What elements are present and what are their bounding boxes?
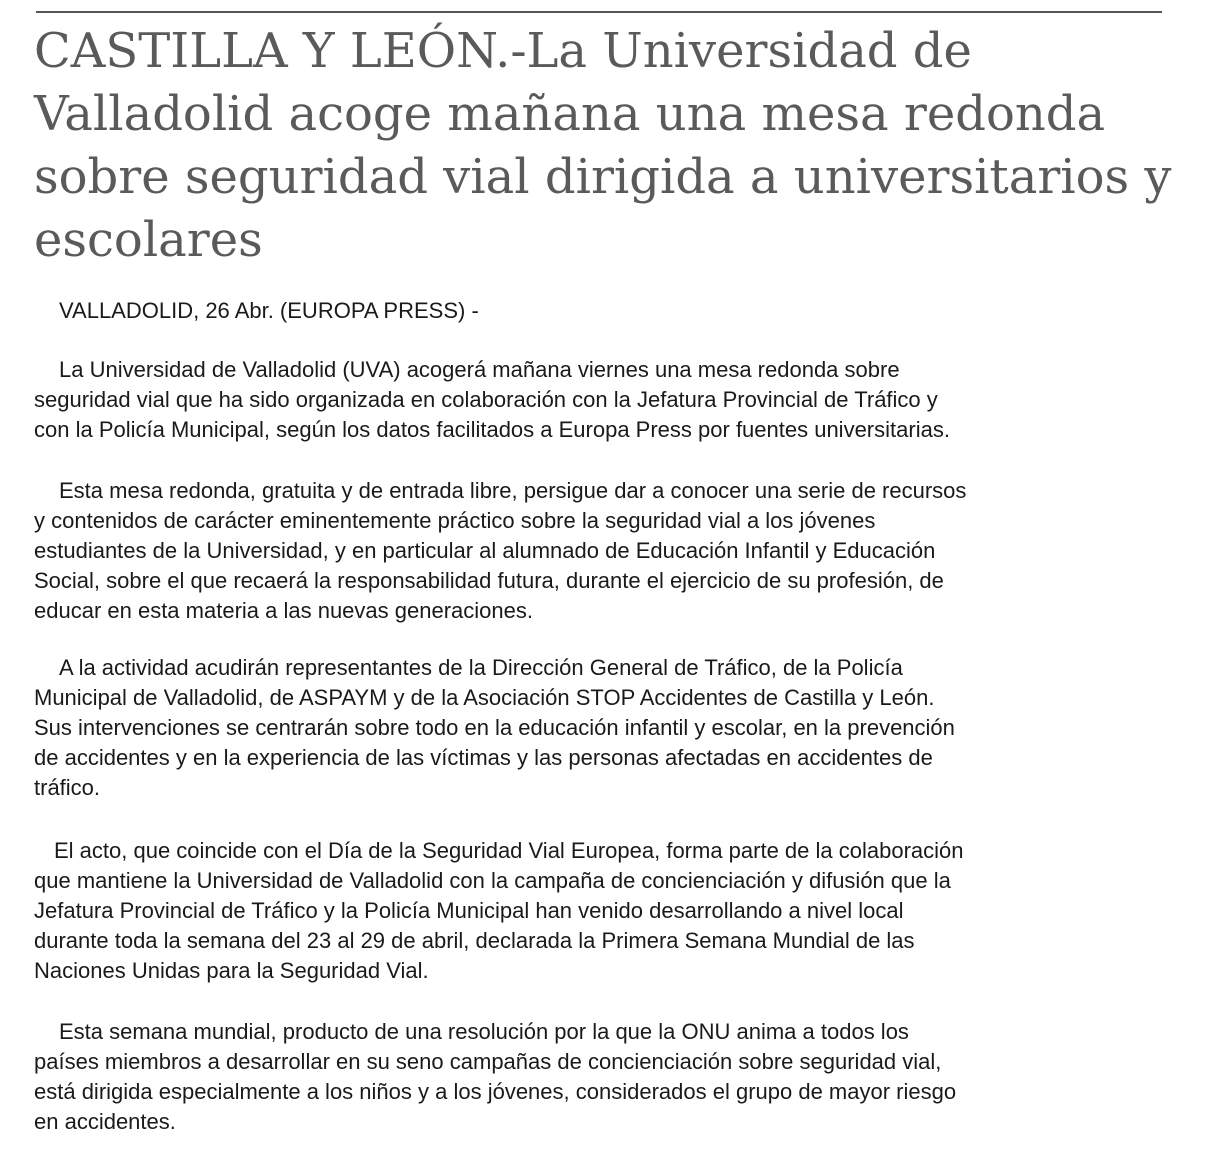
paragraph-4 xyxy=(34,836,1184,986)
paragraph-2 xyxy=(34,476,1184,626)
paragraph-line: A la actividad acudirán representantes de la Dirección General de Tráfico, de la Policía xyxy=(59,655,903,680)
headline-line: sobre seguridad vial dirigida a universitarios y xyxy=(34,149,1172,205)
paragraph-line: estudiantes de la Universidad, y en particular al alumnado de Educación Infantil y Educación xyxy=(34,538,936,563)
dateline-text: VALLADOLID, 26 Abr. (EUROPA PRESS) - xyxy=(59,298,479,323)
paragraph-line: Social, sobre el que recaerá la responsabilidad futura, durante el ejercicio de su profesión, de xyxy=(34,568,944,593)
paragraph-line: está dirigida especialmente a los niños y a los jóvenes, considerados el grupo de mayor riesgo xyxy=(34,1079,957,1104)
paragraph-line: que mantiene la Universidad de Valladolid con la campaña de concienciación y difusión que la xyxy=(34,868,951,893)
paragraph-line: Municipal de Valladolid, de ASPAYM y de la Asociación STOP Accidentes de Castilla y León. xyxy=(34,685,935,710)
paragraph-line: Naciones Unidas para la Seguridad Vial. xyxy=(34,958,429,983)
paragraph-line: Esta mesa redonda, gratuita y de entrada libre, persigue dar a conocer una serie de recursos xyxy=(59,478,967,503)
paragraph-line: durante toda la semana del 23 al 29 de abril, declarada la Primera Semana Mundial de las xyxy=(34,928,915,953)
headline-line: CASTILLA Y LEÓN.-La Universidad de xyxy=(34,23,972,79)
headline xyxy=(34,20,1184,272)
paragraph-line: países miembros a desarrollar en su seno campañas de concienciación sobre seguridad vial, xyxy=(34,1049,942,1074)
paragraph-line: Esta semana mundial, producto de una resolución por la que la ONU anima a todos los xyxy=(59,1019,909,1044)
paragraph-line: Sus intervenciones se centrarán sobre todo en la educación infantil y escolar, en la prevención xyxy=(34,715,955,740)
headline-line: Valladolid acoge mañana una mesa redonda xyxy=(34,86,1106,142)
dateline xyxy=(34,296,1184,326)
paragraph-5 xyxy=(34,1017,1184,1137)
paragraph-line: con la Policía Municipal, según los datos facilitados a Europa Press por fuentes universitarias. xyxy=(34,417,950,442)
paragraph-line: Jefatura Provincial de Tráfico y la Policía Municipal han venido desarrollando a nivel local xyxy=(34,898,904,923)
paragraph-line: de accidentes y en la experiencia de las víctimas y las personas afectadas en accidentes de xyxy=(34,745,933,770)
paragraph-line: seguridad vial que ha sido organizada en colaboración con la Jefatura Provincial de Tráfico y xyxy=(34,387,938,412)
paragraph-line: en accidentes. xyxy=(34,1109,176,1134)
paragraph-3 xyxy=(34,653,1184,803)
paragraph-line: La Universidad de Valladolid (UVA) acogerá mañana viernes una mesa redonda sobre xyxy=(59,357,900,382)
paragraph-line: educar en esta materia a las nuevas generaciones. xyxy=(34,598,533,623)
top-rule xyxy=(36,11,1162,13)
paragraph-line: El acto, que coincide con el Día de la Seguridad Vial Europea, forma parte de la colaboración xyxy=(54,838,964,863)
paragraph-line: y contenidos de carácter eminentemente práctico sobre la seguridad vial a los jóvenes xyxy=(34,508,876,533)
paragraph-1 xyxy=(34,355,1184,445)
headline-line: escolares xyxy=(34,212,263,268)
paragraph-line: tráfico. xyxy=(34,775,101,800)
